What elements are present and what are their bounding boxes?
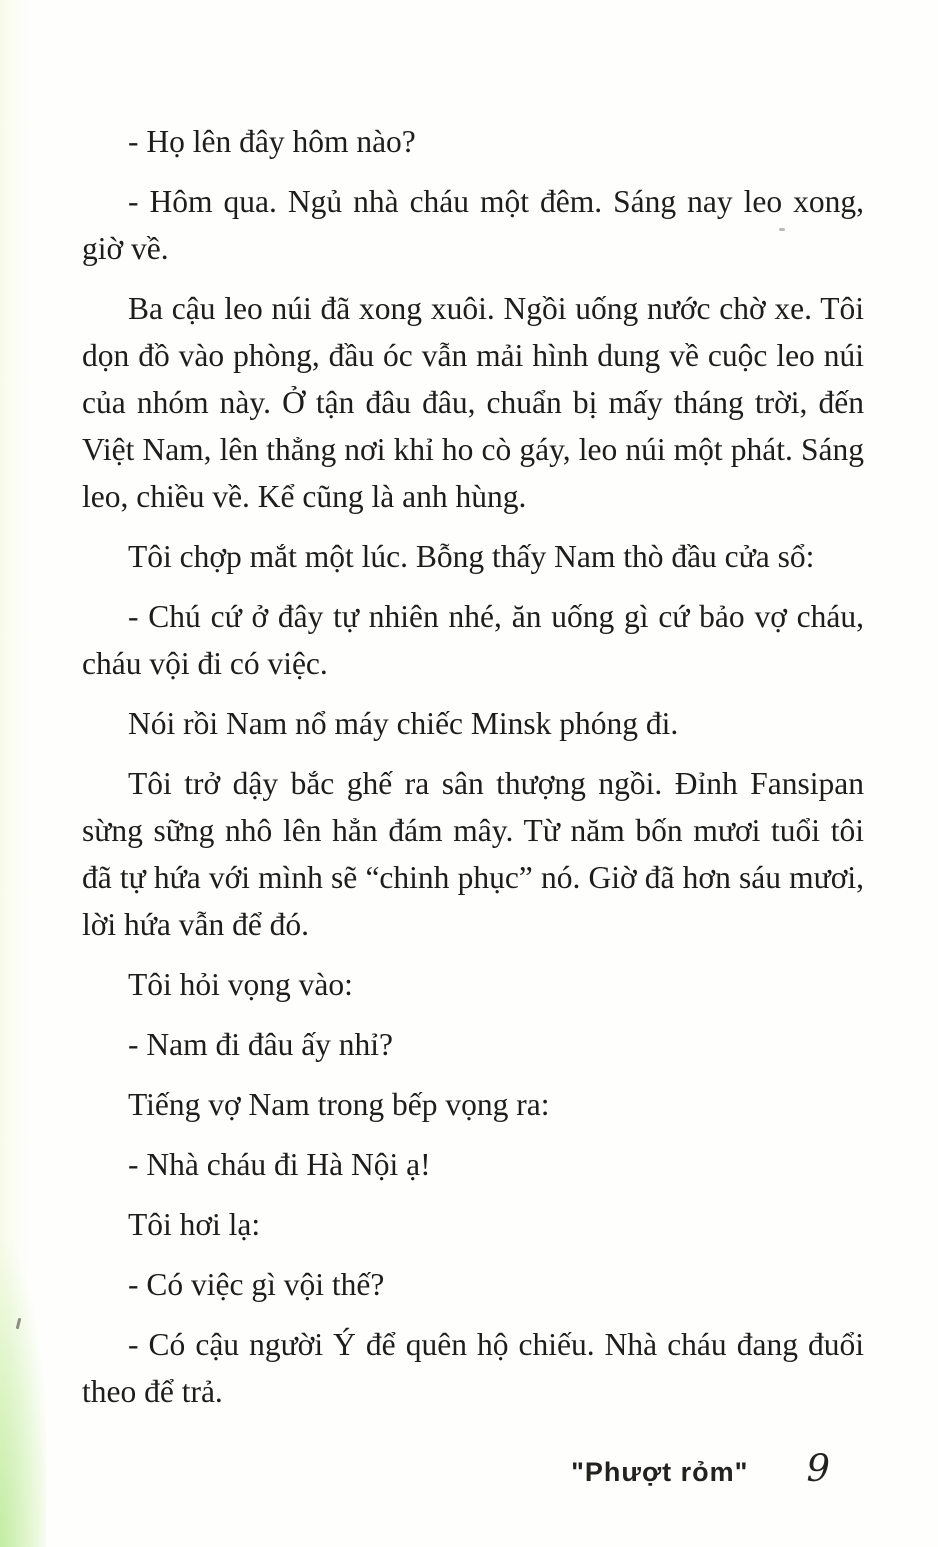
paragraph: - Họ lên đây hôm nào? — [128, 124, 416, 159]
paragraph: Ba cậu leo núi đã xong xuôi. Ngồi uống nước chờ xe. Tôi dọn đồ vào phòng, đầu óc vẫn mải hình dung về cuộc leo núi của nhóm này. Ở tận đâu đâu, chuẩn bị mấy tháng trời, đến Việt Nam, lên thẳng nơi khỉ ho cò gáy, leo núi một phát. Sáng leo, chiều về. Kể cũng là anh hùng. — [82, 291, 864, 514]
page-edge-tint — [0, 0, 46, 1547]
page-footer — [0, 1447, 830, 1490]
paragraph: - Hôm qua. Ngủ nhà cháu một đêm. Sáng nay leo xong, giờ về. — [82, 184, 864, 266]
page-number: 9 — [806, 1447, 830, 1490]
running-title: "Phượt rỏm" — [571, 1457, 749, 1487]
paragraph: Tôi chợp mắt một lúc. Bỗng thấy Nam thò đầu cửa sổ: — [128, 539, 815, 574]
paragraph: Tôi hỏi vọng vào: — [128, 967, 353, 1002]
book-page-text — [82, 118, 864, 1428]
scan-artifact-speck — [779, 228, 785, 231]
paragraph: Nói rồi Nam nổ máy chiếc Minsk phóng đi. — [128, 706, 679, 741]
paragraph: - Chú cứ ở đây tự nhiên nhé, ăn uống gì cứ bảo vợ cháu, cháu vội đi có việc. — [82, 599, 864, 681]
paragraph: Tiếng vợ Nam trong bếp vọng ra: — [128, 1087, 550, 1122]
paragraph: - Có việc gì vội thế? — [128, 1267, 385, 1302]
paragraph: - Nhà cháu đi Hà Nội ạ! — [128, 1147, 431, 1182]
paragraph: - Có cậu người Ý để quên hộ chiếu. Nhà cháu đang đuổi theo để trả. — [82, 1327, 864, 1409]
scan-artifact-tick — [16, 1318, 22, 1329]
paragraph: Tôi hơi lạ: — [128, 1207, 261, 1242]
paragraph: - Nam đi đâu ấy nhỉ? — [128, 1027, 394, 1062]
paragraph: Tôi trở dậy bắc ghế ra sân thượng ngồi. Đỉnh Fansipan sừng sững nhô lên hẳn đám mây. Từ năm bốn mươi tuổi tôi đã tự hứa với mình sẽ “chinh phục” nó. Giờ đã hơn sáu mươi, lời hứa vẫn để đó. — [82, 766, 864, 942]
